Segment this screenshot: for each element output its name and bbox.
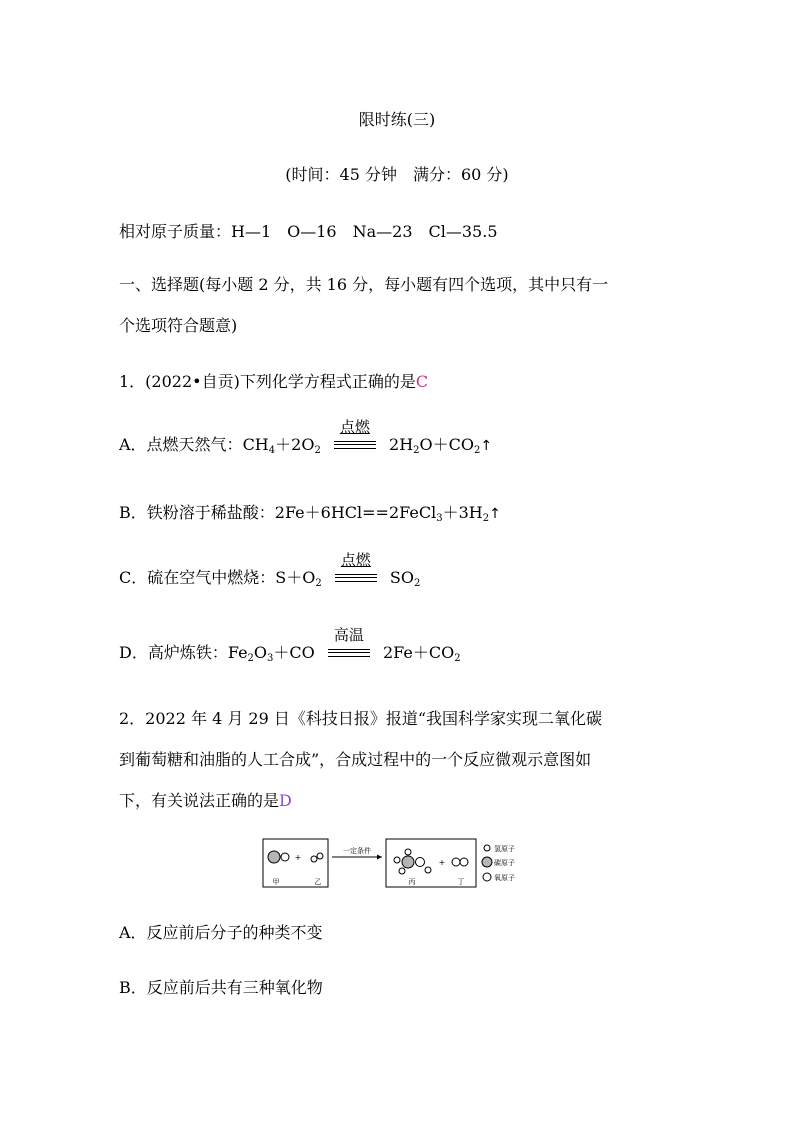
q2-stem-line1: 2．2022 年 4 月 29 日《科技日报》报道“我国科学家实现二氧化碳	[119, 709, 603, 728]
arrow-head-icon	[377, 855, 382, 860]
gas-arrow-icon: ↑	[480, 438, 493, 454]
q1-stem	[119, 369, 428, 392]
reaction-condition-sign: 点燃	[333, 570, 379, 584]
legend-hydrogen-icon	[484, 845, 490, 851]
q1-option-d: D．高炉炼铁：$Fe_2O_3+CO$ 高温 $2Fe+CO_2$	[119, 626, 461, 664]
legend-oxygen-icon	[483, 873, 491, 881]
hydrogen-atom	[394, 857, 400, 863]
plus-sign-products: +	[438, 858, 446, 867]
q2-stem-line3	[119, 788, 292, 811]
legend-carbon: 碳原子	[494, 859, 515, 867]
plus-sign-reactants: +	[294, 853, 302, 862]
reaction-condition-sign: 高温	[326, 645, 372, 659]
legend-hydrogen: 氢原子	[494, 845, 515, 853]
gas-arrow-icon: ↑	[489, 506, 501, 522]
q1-stem-text: 1．(2022•自贡)下列化学方程式正确的是	[119, 372, 416, 391]
oxygen-atom	[416, 858, 425, 867]
legend-oxygen: 氧原子	[494, 874, 515, 882]
q2-stem-line2: 到葡萄糖和油脂的人工合成”，合成过程中的一个反应微观示意图如	[119, 750, 592, 769]
section-heading-line1: 一、选择题(每小题 2 分，共 16 分，每小题有四个选项，其中只有一	[119, 275, 609, 294]
label-ding: 丁	[457, 878, 465, 886]
q2-option-a: A．反应前后分子的种类不变	[119, 923, 323, 942]
q1-answer: C	[415, 372, 429, 391]
q1-option-b-label: B．铁粉溶于稀盐酸：	[119, 503, 275, 522]
q1-option-a-label: A．点燃天然气：	[119, 435, 243, 454]
carbon-atom	[268, 851, 280, 863]
hydrogen-atom	[405, 849, 411, 855]
hydrogen-atom	[399, 868, 405, 874]
q2-answer: D	[279, 791, 292, 810]
q1-option-a: A．点燃天然气：$CH_4+2O_2$ 点燃 $2H_2O+CO_2↑$	[119, 418, 493, 456]
label-yi: 乙	[314, 878, 322, 886]
hydrogen-atom	[425, 867, 431, 873]
q1-option-c: C．硫在空气中燃烧：$S+O_2$ 点燃 $SO_2$	[119, 551, 421, 589]
q2-option-b: B．反应前后共有三种氧化物	[119, 978, 323, 997]
label-bing: 丙	[408, 878, 416, 886]
page-title: 限时练(三)	[358, 110, 436, 129]
carbon-atom	[402, 856, 414, 868]
label-jia: 甲	[272, 878, 280, 886]
legend-carbon-icon	[482, 857, 492, 867]
q1-option-b: B．铁粉溶于稀盐酸：$2Fe+6HCl==2FeCl_3+3H_2↑$	[119, 503, 501, 524]
reaction-condition-sign: 点燃	[332, 437, 378, 451]
oxygen-atom	[452, 858, 460, 866]
reaction-micro-diagram	[262, 838, 534, 890]
atomic-masses: 相对原子质量：H—1 O—16 Na—23 Cl—35.5	[119, 222, 498, 241]
reaction-condition-label: 一定条件	[343, 847, 371, 855]
q1-option-d-label: D．高炉炼铁：	[119, 643, 228, 662]
section-heading-line2: 个选项符合题意)	[119, 316, 238, 335]
q2-stem-line3-text: 下，有关说法正确的是	[119, 791, 280, 810]
q1-option-c-label: C．硫在空气中燃烧：	[119, 568, 276, 587]
hydrogen-atom	[311, 856, 317, 862]
oxygen-atom	[460, 858, 468, 866]
oxygen-atom	[281, 853, 289, 861]
page-subtitle: (时间：45 分钟 满分：60 分)	[285, 165, 509, 184]
hydrogen-atom	[317, 853, 323, 859]
